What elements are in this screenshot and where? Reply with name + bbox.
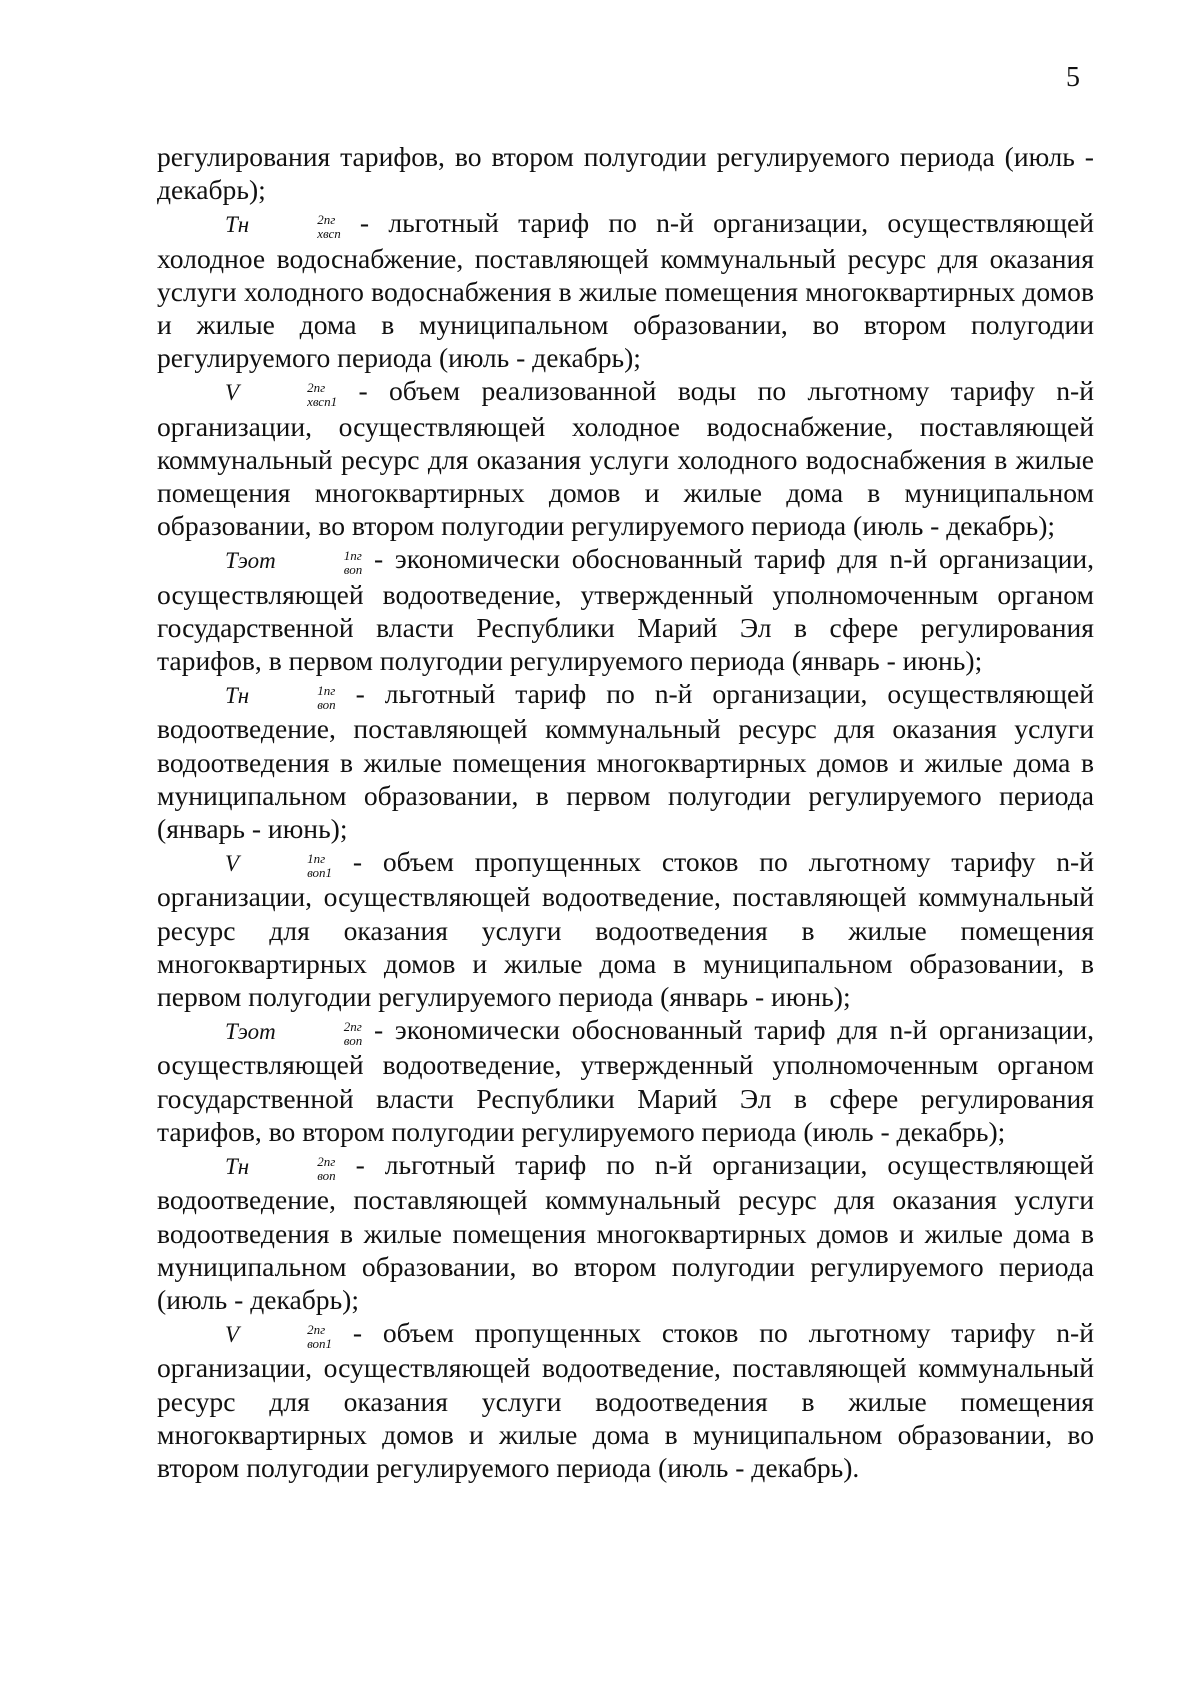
paragraph-text: - льготный тариф по n-й организации, осуществляющей холодное водоснабжение, поставляющей коммунальный ресурс для оказания услуги холодного водоснабжения в жилые помещения многоквартирных домов и жилые дома в муниципальном образовании, во втором полугодии регулируемого периода (июль - декабрь); [157,207,1094,374]
paragraph [157,677,1094,845]
symbol-subscript: хвсп [317,226,341,242]
symbol-base: Тн [225,1154,250,1180]
symbol-subscript: воп [343,1033,363,1049]
paragraph-text: регулирования тарифов, во втором полугодии регулируемого периода (июль - декабрь); [157,141,1094,206]
formula-symbol [225,548,363,578]
page-number: 5 [1066,62,1080,93]
paragraph [157,206,1094,374]
paragraph-text: - льготный тариф по n-й организации, осуществляющей водоотведение, поставляющей коммунальный ресурс для оказания услуги водоотведения в жилые помещения многоквартирных домов и жилые дома в муниципальном образовании, во втором полугодии регулируемого периода (июль - декабрь); [157,1149,1094,1315]
symbol-subscript: воп [343,562,363,578]
paragraph-text: - льготный тариф по n-й организации, осуществляющей водоотведение, поставляющей коммунальный ресурс для оказания услуги водоотведения в жилые помещения многоквартирных домов и жилые дома в муниципальном образовании, в первом полугодии регулируемого периода (январь - июнь); [157,678,1094,845]
formula-symbol [225,380,338,410]
paragraph-text: - экономически обоснованный тариф для n-й организации, осуществляющей водоотведение, утвержденный уполномоченным органом государственной власти Республики Марий Эл в сфере регулирования тарифов, в первом полугодии регулируемого периода (январь - июнь); [157,543,1094,677]
formula-symbol [225,851,333,881]
symbol-base: V [225,380,240,406]
formula-symbol [225,212,341,242]
paragraph [157,1148,1094,1316]
formula-symbol [225,1322,333,1352]
symbol-superscript: 2пг [343,1019,362,1035]
symbol-base: Тн [225,212,250,238]
symbol-subscript: воп [317,697,336,713]
paragraph [157,845,1094,1013]
paragraph-text: - объем реализованной воды по льготному тарифу n-й организации, осуществляющей холодное водоснабжение, поставляющей коммунальный ресурс для оказания услуги холодного водоснабжения в жилые помещения многоквартирных домов и жилые дома в муниципальном образовании, во втором полугодии регулируемого периода (июль - декабрь); [157,375,1094,542]
paragraph-text: - объем пропущенных стоков по льготному тарифу n-й организации, осуществляющей водоотведение, поставляющей коммунальный ресурс для оказания услуги водоотведения в жилые помещения многоквартирных домов и жилые дома в муниципальном образовании, во втором полугодии регулируемого периода (июль - декабрь). [157,1317,1094,1483]
symbol-subscript: хвсп1 [307,394,338,410]
paragraph [157,542,1094,677]
formula-symbol [225,683,336,713]
symbol-subscript: воп1 [307,1336,333,1352]
symbol-base: Тэот [225,1019,276,1045]
paragraph [157,374,1094,542]
formula-symbol [225,1019,363,1049]
symbol-superscript: 2пг [317,1154,336,1170]
document-body [157,140,1094,1484]
symbol-superscript: 2пг [317,212,336,228]
symbol-superscript: 1пг [343,548,362,564]
symbol-subscript: воп [317,1168,336,1184]
symbol-superscript: 2пг [307,1322,326,1338]
symbol-base: V [225,851,240,877]
symbol-base: Тн [225,683,250,709]
formula-symbol [225,1154,336,1184]
symbol-superscript: 1пг [317,683,336,699]
paragraph [157,1013,1094,1148]
paragraph-text: - объем пропущенных стоков по льготному тарифу n-й организации, осуществляющей водоотведение, поставляющей коммунальный ресурс для оказания услуги водоотведения в жилые помещения многоквартирных домов и жилые дома в муниципальном образовании, в первом полугодии регулируемого периода (январь - июнь); [157,846,1094,1013]
symbol-subscript: воп1 [307,865,333,881]
paragraph [157,140,1094,206]
symbol-superscript: 2пг [307,380,326,396]
symbol-base: V [225,1322,240,1348]
symbol-superscript: 1пг [307,851,326,867]
symbol-base: Тэот [225,548,276,574]
paragraph-text: - экономически обоснованный тариф для n-й организации, осуществляющей водоотведение, утвержденный уполномоченным органом государственной власти Республики Марий Эл в сфере регулирования тарифов, во втором полугодии регулируемого периода (июль - декабрь); [157,1014,1094,1147]
paragraph [157,1316,1094,1484]
